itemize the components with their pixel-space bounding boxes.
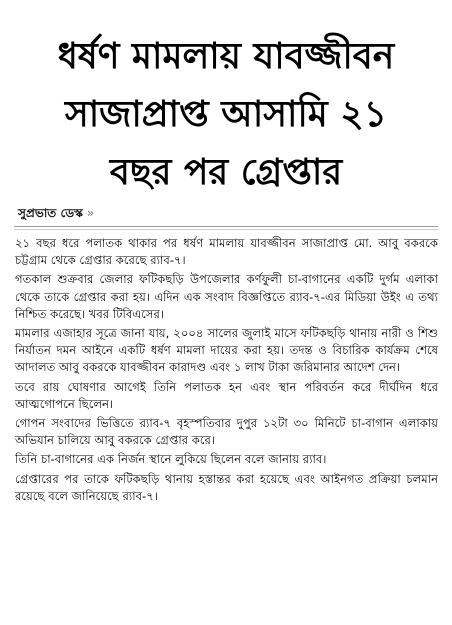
headline-line-2: সাজাপ্রাপ্ত আসামি ২১ (64, 94, 388, 135)
headline (6, 28, 446, 202)
paragraph: ২১ বছর ধরে পলাতক থাকার পর ধর্ষণ মামলায় যাবজ্জীবন সাজাপ্রাপ্ত মো. আবু বকরকে চট্টগ্রাম থেকে গ্রেপ্তার করেছে র‌্যাব-৭। (15, 236, 438, 268)
paragraph: গ্রেপ্তারের পর তাকে ফটিকছড়ি থানায় হস্তান্তর করা হয়েছে এবং আইনগত প্রক্রিয়া চলমান রয়েছে বলে জানিয়েছে র‌্যাব-৭। (15, 471, 438, 503)
byline-divider-secondary (14, 229, 438, 230)
paragraph: গোপন সংবাদের ভিত্তিতে র‌্যাব-৭ বৃহস্পতিবার দুপুর ১২টা ৩০ মিনিটে চা-বাগান এলাকায় অভিযান চালিয়ে আবু বকরকে গ্রেপ্তার করে। (15, 416, 438, 448)
paragraph: মামলার এজাহার সূত্রে জানা যায়, ২০০৪ সালের জুলাই মাসে ফটিকছড়ি থানায় নারী ও শিশু নির্যাতন দমন আইনে একটি ধর্ষণ মামলা দায়ের করা হয়। তদন্ত ও বিচারিক কার্যক্রম শেষে আদালত আবু বকরকে যাবজ্জীবন কারাদণ্ড এবং ১ লাখ টাকা জরিমানার আদেশ দেন। (15, 326, 438, 375)
article-body (15, 235, 438, 505)
byline (18, 205, 94, 225)
paragraph: তবে রায় ঘোষণার আগেই তিনি পলাতক হন এবং স্থান পরিবর্তন করে দীর্ঘদিন ধরে আত্মগোপনে ছিলেন। (15, 379, 438, 411)
byline-text: সুপ্রভাত ডেস্ক (18, 206, 83, 220)
headline-line-1: ধর্ষণ মামলায় যাবজ্জীবন (57, 36, 395, 77)
paragraph: তিনি চা-বাগানের এক নির্জন স্থানে লুকিয়ে ছিলেন বলে জানায় র‌্যাব। (15, 452, 327, 467)
headline-line-3: বছর পর গ্রেপ্তার (109, 152, 343, 193)
paragraph: গতকাল শুক্রবার জেলার ফটিকছড়ি উপজেলার কর্ণফুলী চা-বাগানের একটি দুর্গম এলাকা থেকে তাকে গ্রেপ্তার করা হয়। এদিন এক সংবাদ বিজ্ঞপ্তিতে র‌্যাব-৭-এর মিডিয়া উইং এ তথ্য নিশ্চিত করেছে। খবর টিবিএসের। (15, 272, 438, 321)
byline-separator-icon: » (86, 206, 95, 220)
byline-divider (14, 226, 438, 227)
